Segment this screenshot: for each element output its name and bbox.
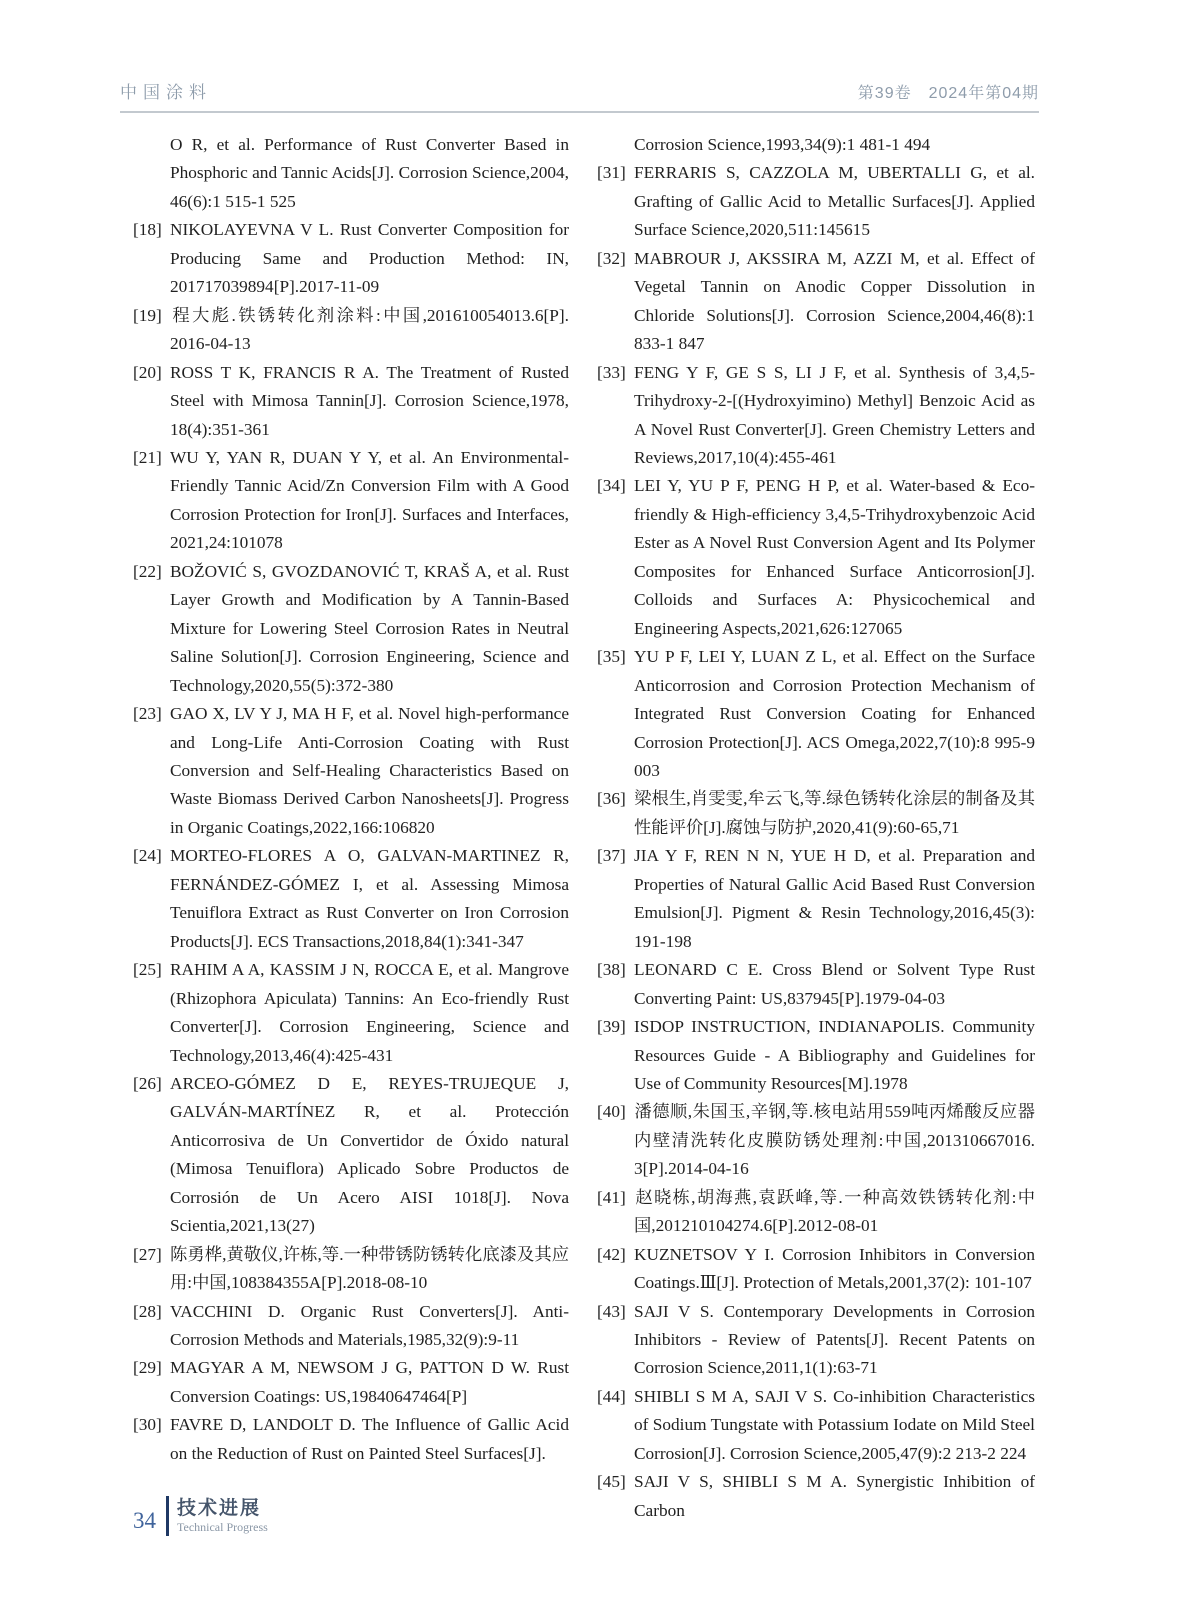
reference-text: MABROUR J, AKSSIRA M, AZZI M, et al. Effect of Vegetal Tannin on Anodic Copper Dissolution in Chloride Solutions[J]. Corrosion Science,2004,46(8):1 833-1 847 (634, 248, 1035, 354)
reference-text: Corrosion Science,1993,34(9):1 481-1 494 (634, 135, 931, 154)
page-header (120, 78, 1039, 113)
section-title-cn: 技术进展 (177, 1497, 262, 1519)
reference-number: [42] (597, 1244, 626, 1264)
reference-item (597, 359, 1035, 473)
reference-item (597, 245, 1035, 359)
reference-text: RAHIM A A, KASSIM J N, ROCCA E, et al. Mangrove (Rhizophora Apiculata) Tannins: An Eco-friendly Rust Converter[J]. Corrosion Engineering, Science and Technology,2013,46(4):425-431 (170, 960, 569, 1065)
reference-text: MORTEO-FLORES A O, GALVAN-MARTINEZ R, FERNÁNDEZ-GÓMEZ I, et al. Assessing Mimosa Tenuiflora Extract as Rust Converter on Iron Corrosion Products[J]. ECS Transactions,2018,84(1):341-347 (170, 846, 569, 951)
reference-text: 潘德顺,朱国玉,辛钢,等.核电站用559吨丙烯酸反应器内壁清洗转化皮膜防锈处理剂:中国,201310667016. 3[P].2014-04-16 (634, 1102, 1035, 1179)
reference-text: WU Y, YAN R, DUAN Y Y, et al. An Environmental-Friendly Tannic Acid/Zn Conversion Film with A Good Corrosion Protection for Iron[J]. Surfaces and Interfaces, 2021,24:101078 (170, 447, 569, 553)
reference-text: 陈勇桦,黄敬仪,许栋,等.一种带锈防锈转化底漆及其应用:中国,108384355A[P].2018-08-10 (170, 1244, 569, 1293)
reference-item (133, 1241, 569, 1298)
reference-text: YU P F, LEI Y, LUAN Z L, et al. Effect on the Surface Anticorrosion and Corrosion Protection Mechanism of Integrated Rust Conversion Coating for Enhanced Corrosion Protection[J]. ACS Omega,2022,7(10):8 995-9 003 (634, 647, 1035, 780)
reference-text: BOŽOVIĆ S, GVOZDANOVIĆ T, KRAŠ A, et al. Rust Layer Growth and Modification by A Tannin-Based Mixture for Lowering Steel Corrosion Rates in Neutral Saline Solution[J]. Corrosion Engineering, Science and Technology,2020,55(5):372-380 (170, 561, 569, 695)
reference-text: SAJI V S, SHIBLI S M A. Synergistic Inhibition of Carbon (634, 1472, 1035, 1520)
reference-number: [28] (133, 1301, 162, 1321)
reference-item (597, 1468, 1035, 1525)
reference-item (597, 1298, 1035, 1383)
reference-item (597, 131, 1035, 159)
reference-item (597, 1383, 1035, 1468)
reference-item (597, 842, 1035, 956)
reference-item (133, 216, 569, 301)
reference-number: [22] (133, 561, 162, 581)
references-column-left (133, 131, 569, 1468)
reference-number: [35] (597, 647, 626, 667)
reference-number: [44] (597, 1386, 626, 1406)
reference-item (133, 1354, 569, 1411)
reference-item (597, 1241, 1035, 1298)
reference-number: [29] (133, 1358, 162, 1378)
reference-number: [38] (597, 960, 626, 980)
reference-text: FENG Y F, GE S S, LI J F, et al. Synthesis of 3,4,5-Trihydroxy-2-[(Hydroxyimino) Methyl] Benzoic Acid as A Novel Rust Converter[J]. Green Chemistry Letters and Reviews,2017,10(4):455-461 (634, 362, 1035, 467)
reference-text: LEONARD C E. Cross Blend or Solvent Type Rust Converting Paint: US,837945[P].1979-04-03 (634, 960, 1035, 1008)
references-column-right (597, 131, 1035, 1525)
reference-text: SHIBLI S M A, SAJI V S. Co-inhibition Characteristics of Sodium Tungstate with Potassium Iodate on Mild Steel Corrosion[J]. Corrosion Science,2005,47(9):2 213-2 224 (634, 1386, 1035, 1463)
reference-text: FERRARIS S, CAZZOLA M, UBERTALLI G, et al. Grafting of Gallic Acid to Metallic Surfaces[J]. Applied Surface Science,2020,511:145615 (634, 163, 1035, 240)
footer-titles (177, 1498, 268, 1535)
reference-item (597, 785, 1035, 842)
reference-item (597, 956, 1035, 1013)
reference-number: [32] (597, 248, 626, 268)
reference-item (597, 472, 1035, 643)
reference-number: [30] (133, 1415, 162, 1435)
journal-name: 中国涂料 (120, 83, 212, 102)
reference-text: VACCHINI D. Organic Rust Converters[J]. Anti-Corrosion Methods and Materials,1985,32(9):9-11 (170, 1301, 569, 1350)
reference-number: [20] (133, 362, 162, 382)
reference-text: ROSS T K, FRANCIS R A. The Treatment of Rusted Steel with Mimosa Tannin[J]. Corrosion Science,1978, 18(4):351-361 (170, 362, 569, 439)
reference-number: [21] (133, 447, 162, 467)
reference-number: [19] (133, 305, 162, 325)
reference-text: FAVRE D, LANDOLT D. The Influence of Gallic Acid on the Reduction of Rust on Painted Steel Surfaces[J]. (170, 1415, 569, 1463)
reference-number: [39] (597, 1017, 626, 1037)
page-number: 34 (133, 1508, 156, 1533)
reference-number: [45] (597, 1472, 626, 1492)
reference-item (597, 1013, 1035, 1098)
reference-text: LEI Y, YU P F, PENG H P, et al. Water-based & Eco-friendly & High-efficiency 3,4,5-Trihydroxybenzoic Acid Ester as A Novel Rust Conversion Agent and Its Polymer Composites for Enhanced Surface Anticorrosion[J]. Colloids and Surfaces A: Physicochemical and Engineering Aspects,2021,626:127065 (634, 476, 1035, 638)
reference-number: [41] (597, 1187, 626, 1207)
issue-info: 第39卷 2024年第04期 (857, 85, 1039, 102)
footer-divider-bar (166, 1496, 169, 1536)
reference-item (133, 302, 569, 359)
reference-text: O R, et al. Performance of Rust Converter Based in Phosphoric and Tannic Acids[J]. Corrosion Science,2004, 46(6):1 515-1 525 (170, 135, 569, 211)
reference-number: [37] (597, 846, 626, 866)
reference-text: GAO X, LV Y J, MA H F, et al. Novel high-performance and Long-Life Anti-Corrosion Coating with Rust Conversion and Self-Healing Characteristics Based on Waste Biomass Derived Carbon Nanosheets[J]. Progress in Organic Coatings,2022,166:106820 (170, 704, 569, 837)
reference-item (133, 359, 569, 444)
reference-item (597, 643, 1035, 785)
section-title-en: Technical Progress (177, 1519, 268, 1534)
reference-number: [23] (133, 704, 162, 724)
reference-number: [24] (133, 846, 162, 866)
reference-item (133, 1411, 569, 1468)
reference-number: [34] (597, 476, 626, 496)
reference-item (597, 159, 1035, 244)
reference-item (597, 1098, 1035, 1183)
reference-number: [33] (597, 362, 626, 382)
reference-item (597, 1184, 1035, 1241)
reference-text: KUZNETSOV Y I. Corrosion Inhibitors in Conversion Coatings.Ⅲ[J]. Protection of Metals,2001,37(2): 101-107 (634, 1244, 1035, 1293)
reference-item (133, 131, 569, 216)
reference-text: 程大彪.铁锈转化剂涂料:中国,201610054013.6[P]. 2016-04-13 (170, 305, 569, 354)
reference-text: MAGYAR A M, NEWSOM J G, PATTON D W. Rust Conversion Coatings: US,19840647464[P] (170, 1358, 569, 1406)
reference-number: [27] (133, 1244, 162, 1264)
reference-text: JIA Y F, REN N N, YUE H D, et al. Preparation and Properties of Natural Gallic Acid Based Rust Conversion Emulsion[J]. Pigment & Resin Technology,2016,45(3): 191-198 (634, 846, 1035, 951)
reference-text: ISDOP INSTRUCTION, INDIANAPOLIS. Community Resources Guide - A Bibliography and Guidelines for Use of Community Resources[M].1978 (634, 1017, 1035, 1093)
reference-text: ARCEO-GÓMEZ D E, REYES-TRUJEQUE J, GALVÁN-MARTÍNEZ R, et al. Protección Anticorrosiva de Un Convertidor de Óxido natural (Mimosa Tenuiflora) Aplicado Sobre Productos de Corrosión de Un Acero AISI 1018[J]. Nova Scientia,2021,13(27) (170, 1073, 569, 1236)
reference-number: [31] (597, 163, 626, 183)
reference-item (133, 700, 569, 842)
reference-item (133, 1298, 569, 1355)
reference-text: 赵晓栋,胡海燕,袁跃峰,等.一种高效铁锈转化剂:中国,201210104274.6[P].2012-08-01 (634, 1187, 1035, 1236)
reference-text: 梁根生,肖雯雯,牟云飞,等.绿色锈转化涂层的制备及其性能评价[J].腐蚀与防护,2020,41(9):60-65,71 (634, 789, 1035, 837)
reference-item (133, 956, 569, 1070)
reference-number: [36] (597, 789, 626, 809)
reference-item (133, 558, 569, 700)
page-footer (133, 1496, 268, 1536)
reference-text: SAJI V S. Contemporary Developments in Corrosion Inhibitors - Review of Patents[J]. Recent Patents on Corrosion Science,2011,1(1):63-71 (634, 1301, 1035, 1378)
reference-number: [40] (597, 1102, 626, 1122)
reference-number: [26] (133, 1073, 162, 1093)
reference-item (133, 842, 569, 956)
reference-item (133, 1070, 569, 1241)
reference-number: [43] (597, 1301, 626, 1321)
reference-number: [25] (133, 960, 162, 980)
reference-text: NIKOLAYEVNA V L. Rust Converter Composition for Producing Same and Production Method: IN, 201717039894[P].2017-11-09 (170, 220, 569, 297)
reference-item (133, 444, 569, 558)
reference-number: [18] (133, 220, 162, 240)
